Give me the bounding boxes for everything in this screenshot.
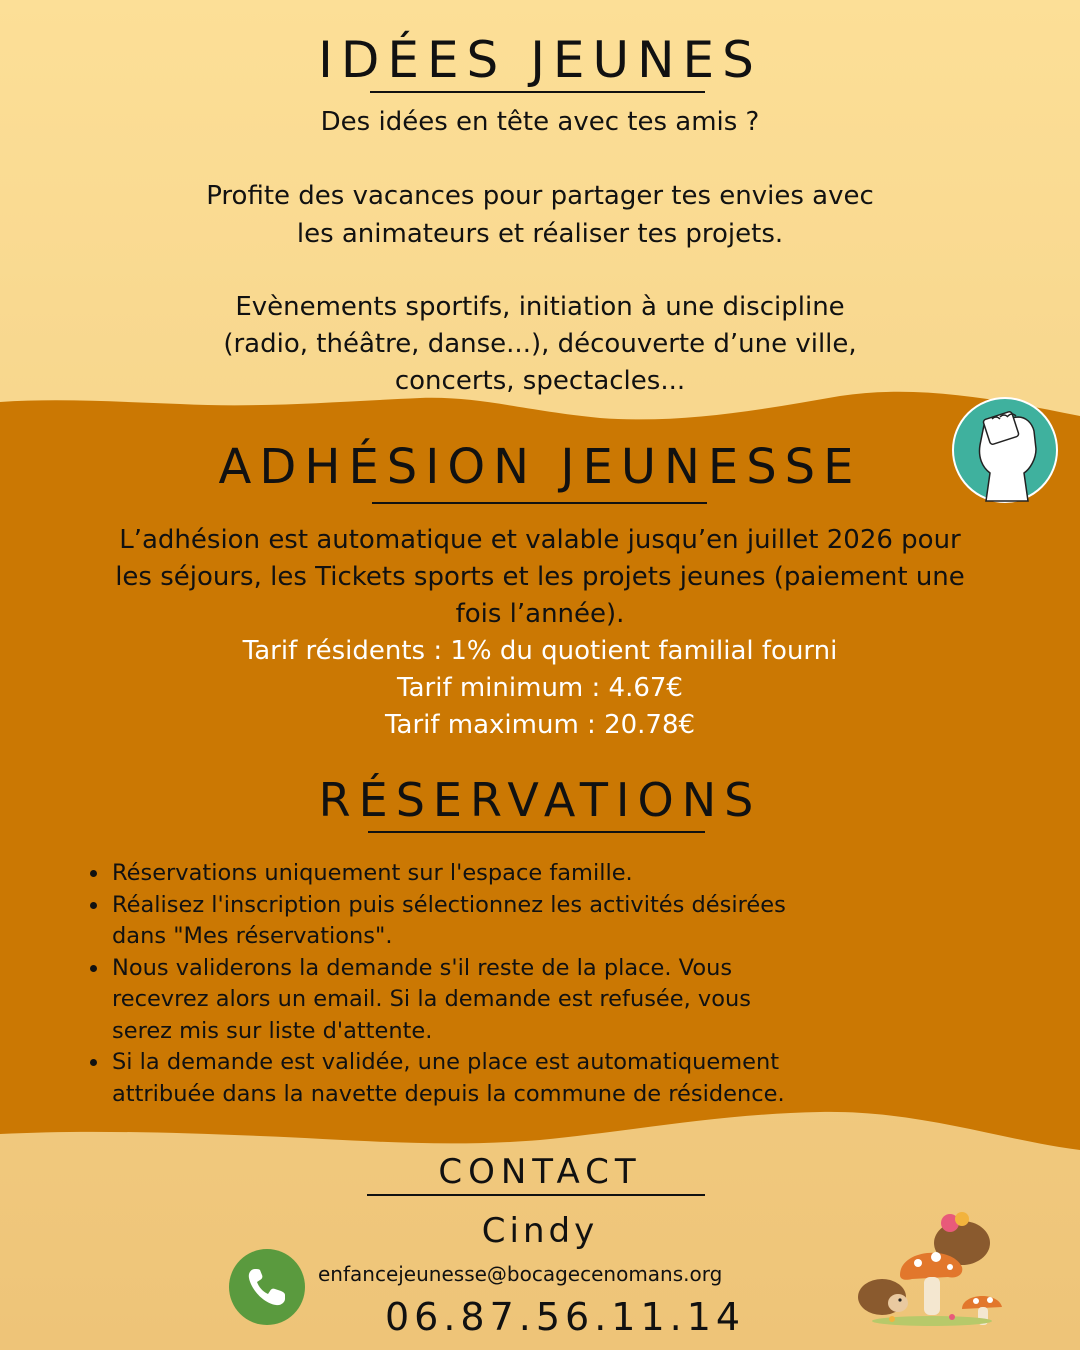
membership-title-rule [372,502,707,504]
reservations-title: RÉSERVATIONS [318,773,762,827]
ideas-line-5: (radio, théâtre, danse...), découverte d’une ville, [223,329,857,359]
list-item: • Nous validerons la demande s'il reste de la place. Vous recevrez alors un email. Si la demande est refusée, vous serez mis sur liste d'attente. [110,953,910,1048]
ideas-line-2: Profite des vacances pour partager tes envies avec [206,181,874,211]
ideas-title: IDÉES JEUNES [318,31,762,89]
rate-residents: Tarif résidents : 1% du quotient familial fourni [242,636,838,666]
mushrooms-hedgehogs-illustration [852,1205,1012,1330]
contact-phone[interactable]: 06.87.56.11.14 [385,1295,746,1339]
list-item: • Réservations uniquement sur l'espace famille. [110,858,910,890]
rate-minimum: Tarif minimum : 4.67€ [397,673,683,703]
phone-handset-glyph [229,1249,305,1325]
reservations-list [80,858,910,1110]
reservations-title-rule [368,831,705,833]
contact-email[interactable]: enfancejeunesse@bocagecenomans.org [318,1262,723,1286]
rate-maximum: Tarif maximum : 20.78€ [384,710,696,740]
list-item: • Réalisez l'inscription puis sélectionnez les activités désirées dans "Mes réservations". [110,890,910,953]
ideas-line-4: Evènements sportifs, initiation à une discipline [235,292,845,322]
ideas-line-3: les animateurs et réaliser tes projets. [296,219,784,249]
ideas-line-1: Des idées en tête avec tes amis ? [320,107,760,137]
ideas-line-6: concerts, spectacles... [394,366,686,396]
ideas-title-rule [370,91,705,93]
membership-line-2: les séjours, les Tickets sports et les projets jeunes (paiement une [115,562,965,592]
membership-line-1: L’adhésion est automatique et valable jusqu’en juillet 2026 pour [119,525,961,555]
phone-icon[interactable] [229,1249,305,1325]
contact-name: Cindy [481,1211,599,1251]
contact-title-rule [367,1194,705,1196]
contact-title: CONTACT [438,1152,642,1192]
membership-title: ADHÉSION JEUNESSE [218,439,862,495]
membership-line-3: fois l’année). [455,599,625,629]
list-item: • Si la demande est validée, une place est automatiquement attribuée dans la navette depuis la commune de résidence. [110,1047,910,1110]
